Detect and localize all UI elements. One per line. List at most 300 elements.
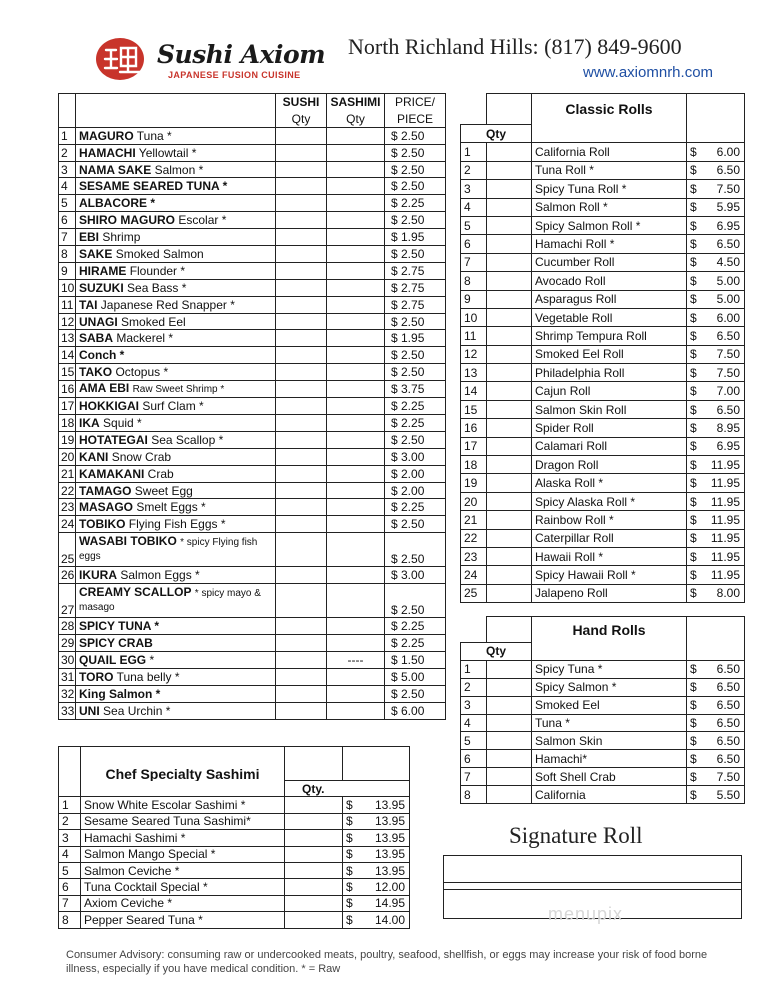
qty-input[interactable] bbox=[487, 345, 532, 363]
watermark: menupix bbox=[548, 904, 624, 924]
item-number: 2 bbox=[461, 678, 487, 696]
qty-input[interactable] bbox=[487, 678, 532, 696]
qty-input[interactable] bbox=[487, 768, 532, 786]
qty-input[interactable] bbox=[487, 492, 532, 510]
item-description: Tuna belly * bbox=[116, 669, 180, 684]
sushi-qty-input[interactable] bbox=[276, 127, 327, 144]
item-description: Crab bbox=[147, 466, 174, 481]
qty-input[interactable] bbox=[487, 584, 532, 602]
item-number: 26 bbox=[59, 567, 76, 584]
item-name: King Salmon * bbox=[79, 686, 161, 701]
item-name: SPICY CRAB bbox=[79, 635, 153, 650]
col-sashimi: SASHIMI bbox=[327, 94, 385, 111]
sashimi-qty-input[interactable] bbox=[327, 398, 385, 415]
qty-input[interactable] bbox=[487, 696, 532, 714]
qty-input[interactable] bbox=[285, 879, 343, 895]
qty-input[interactable] bbox=[487, 786, 532, 804]
item-price: 6.50 bbox=[705, 732, 745, 750]
item-name-cell bbox=[76, 516, 276, 533]
qty-input[interactable] bbox=[487, 456, 532, 474]
nigiri-row bbox=[59, 431, 446, 448]
item-name-cell bbox=[76, 465, 276, 482]
item-name-cell bbox=[76, 212, 276, 229]
sashimi-qty-input[interactable] bbox=[327, 330, 385, 347]
sashimi-qty-input[interactable] bbox=[327, 127, 385, 144]
classic-roll-row bbox=[461, 143, 745, 161]
currency-sign: $ bbox=[687, 660, 705, 678]
sashimi-qty-input[interactable] bbox=[327, 685, 385, 702]
classic-roll-row bbox=[461, 345, 745, 363]
currency-sign: $ bbox=[687, 492, 705, 510]
sushi-qty-input[interactable] bbox=[276, 262, 327, 279]
qty-input[interactable] bbox=[487, 566, 532, 584]
col-sushi-qty: Qty bbox=[276, 110, 327, 127]
item-number: 16 bbox=[59, 381, 76, 398]
item-name: Cucumber Roll bbox=[532, 253, 687, 271]
sushi-qty-input[interactable] bbox=[276, 415, 327, 432]
item-price: 7.50 bbox=[705, 180, 745, 198]
qty-input[interactable] bbox=[487, 308, 532, 326]
qty-input[interactable] bbox=[487, 180, 532, 198]
sushi-qty-input[interactable] bbox=[276, 212, 327, 229]
item-name: Snow White Escolar Sashimi * bbox=[81, 797, 285, 813]
item-description: Salmon Eggs * bbox=[120, 568, 200, 583]
item-number: 2 bbox=[59, 813, 81, 829]
item-price: $ 2.25 bbox=[385, 499, 446, 516]
sashimi-qty-input[interactable] bbox=[327, 178, 385, 195]
nigiri-row bbox=[59, 330, 446, 347]
col-sushi: SUSHI bbox=[276, 94, 327, 111]
item-name: IKA bbox=[79, 415, 100, 430]
nigiri-row bbox=[59, 178, 446, 195]
classic-roll-row bbox=[461, 308, 745, 326]
sashimi-qty-input[interactable] bbox=[327, 144, 385, 161]
item-name: HOTATEGAI bbox=[79, 432, 148, 447]
signature-row[interactable] bbox=[444, 856, 742, 883]
currency-sign: $ bbox=[687, 161, 705, 179]
qty-input[interactable] bbox=[487, 216, 532, 234]
sashimi-qty-input[interactable] bbox=[327, 668, 385, 685]
item-number: 3 bbox=[59, 830, 81, 846]
sashimi-qty-input[interactable] bbox=[327, 465, 385, 482]
currency-sign: $ bbox=[343, 879, 358, 895]
item-name: Smoked Eel Roll bbox=[532, 345, 687, 363]
sushi-qty-input[interactable] bbox=[276, 482, 327, 499]
sushi-qty-input[interactable] bbox=[276, 685, 327, 702]
item-price: 6.50 bbox=[705, 161, 745, 179]
item-price: 11.95 bbox=[705, 492, 745, 510]
sashimi-qty-input[interactable] bbox=[327, 618, 385, 635]
item-name: Tuna * bbox=[532, 714, 687, 732]
sushi-qty-input[interactable] bbox=[276, 533, 327, 567]
sashimi-qty-input[interactable] bbox=[327, 516, 385, 533]
item-price: $ 2.25 bbox=[385, 635, 446, 652]
nigiri-row bbox=[59, 516, 446, 533]
item-number: 1 bbox=[59, 127, 76, 144]
currency-sign: $ bbox=[687, 750, 705, 768]
sashimi-qty-input[interactable] bbox=[327, 635, 385, 652]
item-price: 14.00 bbox=[358, 912, 410, 928]
qty-input[interactable] bbox=[487, 198, 532, 216]
currency-sign: $ bbox=[343, 895, 358, 911]
item-number: 15 bbox=[59, 364, 76, 381]
sashimi-qty-input[interactable] bbox=[327, 584, 385, 618]
currency-sign: $ bbox=[343, 813, 358, 829]
qty-input[interactable] bbox=[487, 529, 532, 547]
col-price: PRICE/ bbox=[385, 94, 446, 111]
item-number: 10 bbox=[461, 308, 487, 326]
item-name: SPICY TUNA * bbox=[79, 619, 160, 634]
item-price: $ 3.00 bbox=[385, 567, 446, 584]
sushi-qty-input[interactable] bbox=[276, 584, 327, 618]
item-description: Smoked Eel bbox=[121, 314, 186, 329]
brand-tagline: JAPANESE FUSION CUISINE bbox=[168, 70, 301, 80]
item-price: 6.50 bbox=[705, 400, 745, 418]
sushi-qty-input[interactable] bbox=[276, 448, 327, 465]
sashimi-qty-input[interactable] bbox=[327, 279, 385, 296]
item-name-cell bbox=[76, 127, 276, 144]
sushi-qty-input[interactable] bbox=[276, 431, 327, 448]
sushi-qty-input[interactable] bbox=[276, 618, 327, 635]
item-description: Mackerel * bbox=[116, 331, 174, 346]
item-price: 13.95 bbox=[358, 862, 410, 878]
sashimi-qty-input[interactable] bbox=[327, 313, 385, 330]
item-name: TORO bbox=[79, 669, 114, 684]
sushi-qty-input[interactable] bbox=[276, 465, 327, 482]
item-price: $ 3.75 bbox=[385, 381, 446, 398]
sashimi-qty-input[interactable] bbox=[327, 246, 385, 263]
item-price: 6.50 bbox=[705, 678, 745, 696]
qty-input[interactable] bbox=[487, 327, 532, 345]
classic-roll-row bbox=[461, 400, 745, 418]
item-name: Tuna Cocktail Special * bbox=[81, 879, 285, 895]
sushi-qty-input[interactable] bbox=[276, 364, 327, 381]
sashimi-qty-input[interactable] bbox=[327, 347, 385, 364]
sashimi-qty-input[interactable] bbox=[327, 482, 385, 499]
nigiri-row bbox=[59, 465, 446, 482]
sushi-qty-input[interactable] bbox=[276, 229, 327, 246]
item-price: $ 1.95 bbox=[385, 229, 446, 246]
classic-roll-row bbox=[461, 253, 745, 271]
item-price: $ 2.50 bbox=[385, 212, 446, 229]
sushi-qty-input[interactable] bbox=[276, 567, 327, 584]
item-number: 6 bbox=[461, 235, 487, 253]
nigiri-subheader-row bbox=[59, 110, 446, 127]
sashimi-qty-input[interactable] bbox=[327, 195, 385, 212]
item-name: Conch * bbox=[79, 348, 125, 363]
nigiri-row bbox=[59, 668, 446, 685]
item-name: NAMA SAKE bbox=[79, 162, 152, 177]
qty-input[interactable] bbox=[487, 272, 532, 290]
item-number: 4 bbox=[59, 178, 76, 195]
sushi-qty-input[interactable] bbox=[276, 516, 327, 533]
item-price: 13.95 bbox=[358, 830, 410, 846]
currency-sign: $ bbox=[687, 547, 705, 565]
nigiri-row bbox=[59, 381, 446, 398]
qty-input[interactable] bbox=[487, 290, 532, 308]
item-name-cell bbox=[76, 618, 276, 635]
item-price: $ 2.25 bbox=[385, 195, 446, 212]
item-price: 11.95 bbox=[705, 547, 745, 565]
nigiri-row bbox=[59, 262, 446, 279]
sushi-qty-input[interactable] bbox=[276, 635, 327, 652]
qty-input[interactable] bbox=[487, 714, 532, 732]
item-name-cell bbox=[76, 533, 276, 567]
sushi-qty-input[interactable] bbox=[276, 246, 327, 263]
item-price: $ 2.50 bbox=[385, 313, 446, 330]
item-number: 9 bbox=[59, 262, 76, 279]
qty-input[interactable] bbox=[285, 813, 343, 829]
sashimi-qty-input[interactable] bbox=[327, 415, 385, 432]
item-number: 4 bbox=[461, 198, 487, 216]
sushi-qty-input[interactable] bbox=[276, 296, 327, 313]
currency-sign: $ bbox=[687, 143, 705, 161]
sushi-qty-input[interactable] bbox=[276, 330, 327, 347]
item-description: * spicy mayo & masago bbox=[79, 588, 261, 614]
qty-input[interactable] bbox=[487, 750, 532, 768]
item-number: 7 bbox=[461, 768, 487, 786]
item-price: $ 2.50 bbox=[385, 347, 446, 364]
sushi-qty-input[interactable] bbox=[276, 178, 327, 195]
currency-sign: $ bbox=[687, 474, 705, 492]
sashimi-qty-input[interactable] bbox=[327, 431, 385, 448]
hand-title-row bbox=[461, 617, 745, 643]
qty-input[interactable] bbox=[487, 511, 532, 529]
item-name-cell bbox=[76, 702, 276, 719]
item-number: 5 bbox=[59, 195, 76, 212]
consumer-advisory: Consumer Advisory: consuming raw or undercooked meats, poultry, seafood, shellfish, or eggs may increase your risk of food borne illness, especially if you have medical condition. * = Raw bbox=[66, 949, 708, 975]
sushi-qty-input[interactable] bbox=[276, 668, 327, 685]
item-number: 11 bbox=[59, 296, 76, 313]
sashimi-qty-input[interactable] bbox=[327, 212, 385, 229]
sushi-qty-input[interactable] bbox=[276, 651, 327, 668]
classic-qty-row bbox=[461, 125, 745, 143]
qty-input[interactable] bbox=[487, 382, 532, 400]
nigiri-row bbox=[59, 195, 446, 212]
item-description: Snow Crab bbox=[111, 449, 172, 464]
sashimi-qty-input[interactable] bbox=[327, 651, 385, 668]
currency-sign: $ bbox=[687, 272, 705, 290]
sashimi-qty-input[interactable] bbox=[327, 364, 385, 381]
qty-input[interactable] bbox=[285, 830, 343, 846]
qty-input[interactable] bbox=[285, 895, 343, 911]
item-price: 6.50 bbox=[705, 696, 745, 714]
qty-input[interactable] bbox=[487, 419, 532, 437]
currency-sign: $ bbox=[687, 584, 705, 602]
item-price: 4.50 bbox=[705, 253, 745, 271]
item-number: 31 bbox=[59, 668, 76, 685]
item-name: AMA EBI bbox=[79, 381, 130, 396]
item-number: 6 bbox=[59, 212, 76, 229]
nigiri-row bbox=[59, 347, 446, 364]
hand-roll-row bbox=[461, 678, 745, 696]
sushi-qty-input[interactable] bbox=[276, 499, 327, 516]
currency-sign: $ bbox=[687, 732, 705, 750]
item-price: 6.50 bbox=[705, 750, 745, 768]
item-number: 8 bbox=[59, 246, 76, 263]
qty-input[interactable] bbox=[487, 143, 532, 161]
qty-input[interactable] bbox=[487, 253, 532, 271]
chef-specialty-table bbox=[58, 746, 410, 929]
item-description: Squid * bbox=[103, 415, 142, 430]
sushi-qty-input[interactable] bbox=[276, 702, 327, 719]
item-price: 14.95 bbox=[358, 895, 410, 911]
sashimi-qty-input[interactable] bbox=[327, 161, 385, 178]
sashimi-qty-input[interactable] bbox=[327, 296, 385, 313]
currency-sign: $ bbox=[343, 846, 358, 862]
sashimi-qty-input[interactable] bbox=[327, 702, 385, 719]
item-price: $ 2.50 bbox=[385, 685, 446, 702]
qty-input[interactable] bbox=[285, 797, 343, 813]
currency-sign: $ bbox=[343, 862, 358, 878]
classic-roll-row bbox=[461, 437, 745, 455]
nigiri-row bbox=[59, 144, 446, 161]
qty-input[interactable] bbox=[487, 235, 532, 253]
item-price: $ 2.00 bbox=[385, 482, 446, 499]
sushi-qty-input[interactable] bbox=[276, 347, 327, 364]
item-name-cell bbox=[76, 347, 276, 364]
item-number: 30 bbox=[59, 651, 76, 668]
item-price: $ 6.00 bbox=[385, 702, 446, 719]
classic-title-row bbox=[461, 94, 745, 125]
sushi-qty-input[interactable] bbox=[276, 381, 327, 398]
item-price: 6.00 bbox=[705, 308, 745, 326]
nigiri-row bbox=[59, 448, 446, 465]
item-price: $ 1.50 bbox=[385, 651, 446, 668]
sushi-qty-input[interactable] bbox=[276, 144, 327, 161]
item-price: 11.95 bbox=[705, 456, 745, 474]
item-price: 5.95 bbox=[705, 198, 745, 216]
sushi-qty-input[interactable] bbox=[276, 398, 327, 415]
sashimi-qty-input[interactable] bbox=[327, 262, 385, 279]
item-description: Sea Scallop * bbox=[151, 432, 224, 447]
qty-input[interactable] bbox=[487, 161, 532, 179]
qty-input[interactable] bbox=[487, 400, 532, 418]
classic-roll-row bbox=[461, 566, 745, 584]
item-price: 5.50 bbox=[705, 786, 745, 804]
item-name: Axiom Ceviche * bbox=[81, 895, 285, 911]
item-name: Tuna Roll * bbox=[532, 161, 687, 179]
item-number: 17 bbox=[461, 437, 487, 455]
item-name: Hamachi* bbox=[532, 750, 687, 768]
qty-input[interactable] bbox=[487, 547, 532, 565]
qty-input[interactable] bbox=[487, 364, 532, 382]
item-description: Japanese Red Snapper * bbox=[100, 297, 235, 312]
hand-roll-row bbox=[461, 696, 745, 714]
website-link[interactable]: www.axiomnrh.com bbox=[583, 64, 714, 81]
qty-input[interactable] bbox=[285, 846, 343, 862]
item-price: $ 2.50 bbox=[385, 584, 446, 618]
item-name: MAGURO bbox=[79, 128, 134, 143]
item-name: KAMAKANI bbox=[79, 466, 145, 481]
hand-roll-row bbox=[461, 732, 745, 750]
item-name: Asparagus Roll bbox=[532, 290, 687, 308]
qty-input[interactable] bbox=[285, 862, 343, 878]
item-name: Spicy Tuna Roll * bbox=[532, 180, 687, 198]
item-name: ALBACORE * bbox=[79, 196, 156, 211]
sashimi-qty-input[interactable] bbox=[327, 499, 385, 516]
item-price: $ 2.50 bbox=[385, 533, 446, 567]
item-number: 21 bbox=[461, 511, 487, 529]
hand-roll-row bbox=[461, 750, 745, 768]
sushi-qty-input[interactable] bbox=[276, 313, 327, 330]
item-name: Smoked Eel bbox=[532, 696, 687, 714]
qty-input[interactable] bbox=[285, 912, 343, 928]
item-number: 33 bbox=[59, 702, 76, 719]
item-number: 8 bbox=[461, 786, 487, 804]
item-price: 7.00 bbox=[705, 382, 745, 400]
item-price: $ 2.50 bbox=[385, 246, 446, 263]
item-description: Flying Fish Eggs * bbox=[128, 517, 226, 532]
sashimi-qty-input[interactable] bbox=[327, 229, 385, 246]
item-number: 32 bbox=[59, 685, 76, 702]
item-number: 13 bbox=[461, 364, 487, 382]
classic-roll-row bbox=[461, 382, 745, 400]
item-name-cell bbox=[76, 651, 276, 668]
item-name: SESAME SEARED TUNA * bbox=[79, 179, 228, 194]
item-number: 19 bbox=[461, 474, 487, 492]
item-name: Vegetable Roll bbox=[532, 308, 687, 326]
item-name-cell bbox=[76, 313, 276, 330]
sashimi-qty-input[interactable] bbox=[327, 381, 385, 398]
chef-special-row bbox=[59, 846, 410, 862]
item-price: $ 2.25 bbox=[385, 415, 446, 432]
sashimi-qty-input[interactable] bbox=[327, 448, 385, 465]
item-price: $ 1.95 bbox=[385, 330, 446, 347]
sushi-qty-input[interactable] bbox=[276, 279, 327, 296]
item-price: 11.95 bbox=[705, 474, 745, 492]
qty-input[interactable] bbox=[487, 732, 532, 750]
currency-sign: $ bbox=[687, 382, 705, 400]
item-number: 17 bbox=[59, 398, 76, 415]
logo-mark bbox=[94, 36, 152, 82]
item-name: UNI bbox=[79, 703, 100, 718]
sashimi-qty-input[interactable] bbox=[327, 533, 385, 567]
currency-sign: $ bbox=[687, 786, 705, 804]
item-name: Calamari Roll bbox=[532, 437, 687, 455]
chef-special-row bbox=[59, 862, 410, 878]
sushi-qty-input[interactable] bbox=[276, 161, 327, 178]
item-name: Spicy Alaska Roll * bbox=[532, 492, 687, 510]
item-name: Spider Roll bbox=[532, 419, 687, 437]
currency-sign: $ bbox=[687, 308, 705, 326]
qty-input[interactable] bbox=[487, 660, 532, 678]
item-description: Sea Urchin * bbox=[103, 703, 171, 718]
item-name-cell bbox=[76, 246, 276, 263]
item-number: 4 bbox=[461, 714, 487, 732]
nigiri-row bbox=[59, 533, 446, 567]
nigiri-row bbox=[59, 296, 446, 313]
sushi-qty-input[interactable] bbox=[276, 195, 327, 212]
item-price: $ 2.50 bbox=[385, 364, 446, 381]
sashimi-qty-input[interactable] bbox=[327, 567, 385, 584]
item-name: QUAIL EGG bbox=[79, 652, 147, 667]
item-number: 3 bbox=[461, 696, 487, 714]
item-price: $ 3.00 bbox=[385, 448, 446, 465]
currency-sign: $ bbox=[687, 327, 705, 345]
nigiri-table bbox=[58, 93, 446, 720]
item-name: California Roll bbox=[532, 143, 687, 161]
qty-input[interactable] bbox=[487, 474, 532, 492]
item-price: 11.95 bbox=[705, 529, 745, 547]
qty-input[interactable] bbox=[487, 437, 532, 455]
signature-row[interactable] bbox=[444, 883, 742, 890]
hand-rolls-title: Hand Rolls bbox=[532, 617, 687, 643]
nigiri-row bbox=[59, 567, 446, 584]
item-name-cell bbox=[76, 448, 276, 465]
col-piece: PIECE bbox=[385, 110, 446, 127]
item-name: Salmon Mango Special * bbox=[81, 846, 285, 862]
